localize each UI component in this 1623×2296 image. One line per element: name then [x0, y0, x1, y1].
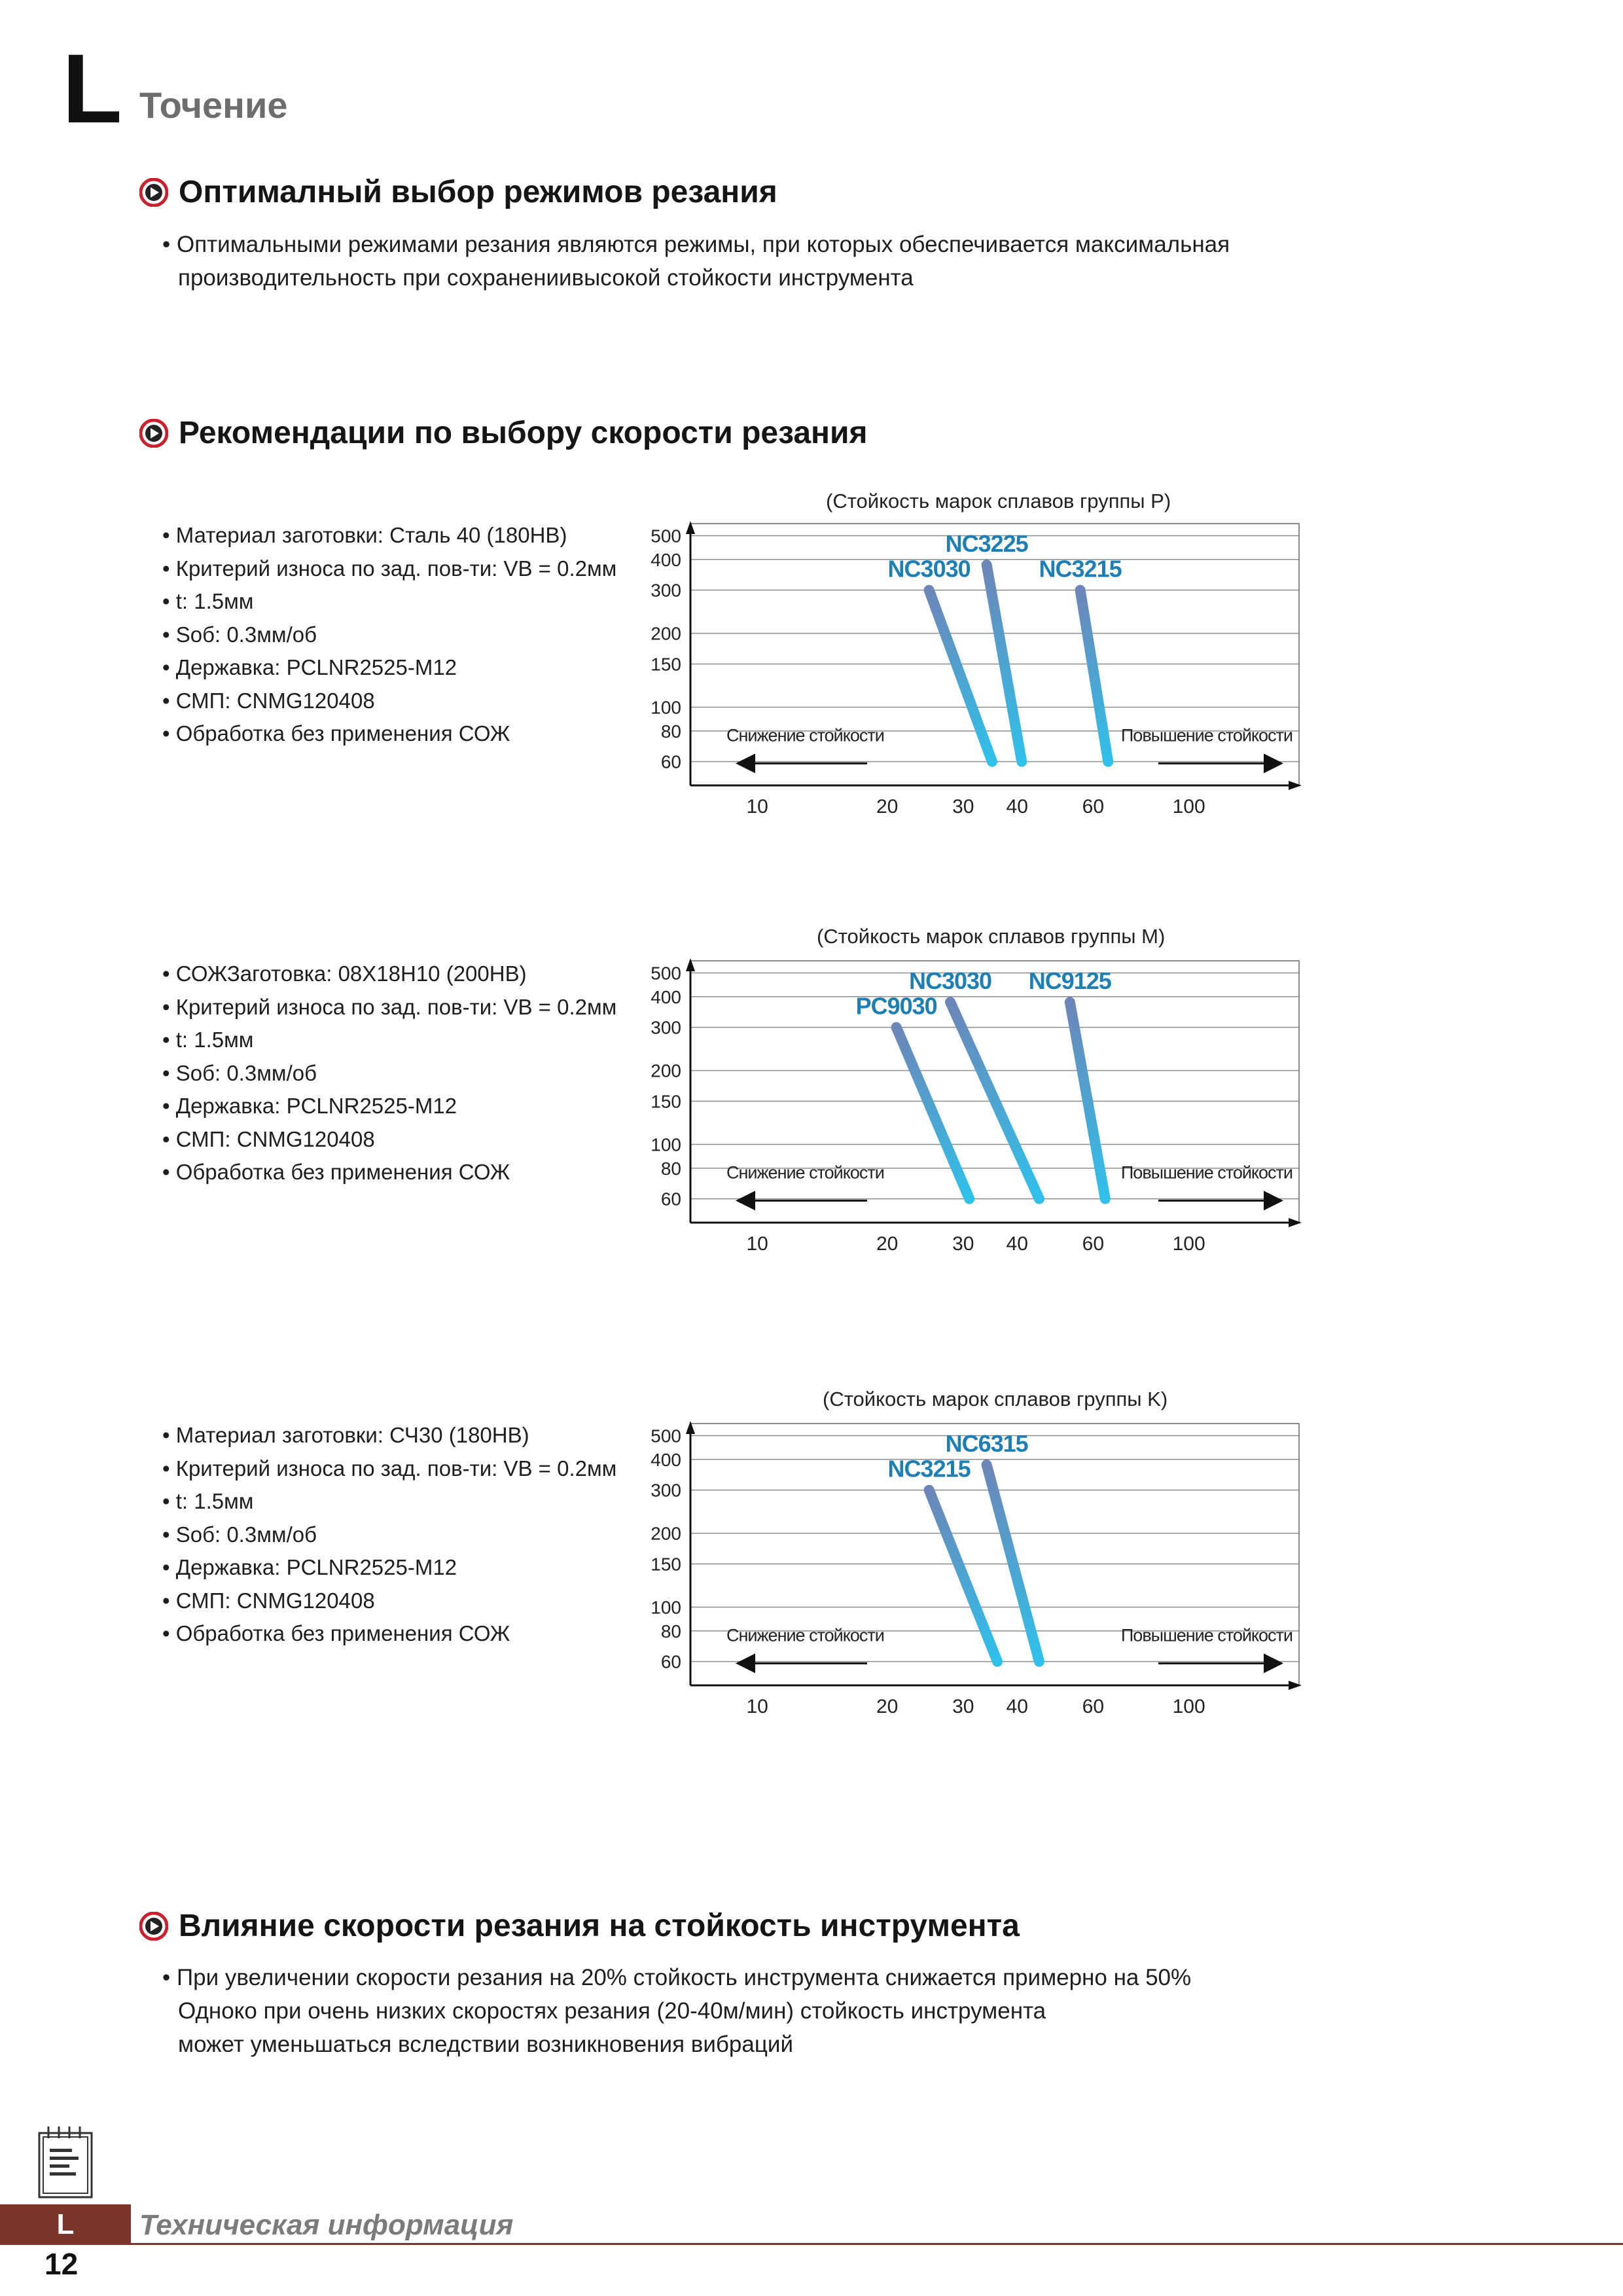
text-line: Одноко при очень низких скоростях резания (20-40м/мин) стойкость инструмента — [178, 1998, 1046, 2024]
series-label: NC3030 — [887, 555, 971, 583]
param-item: • Sоб: 0.3мм/об — [162, 1060, 317, 1085]
tool-life-chart-m — [645, 954, 1312, 1255]
y-tick-label: 80 — [660, 1621, 681, 1641]
footer-rule — [131, 2243, 1623, 2245]
series-line-nc6315 — [987, 1465, 1039, 1662]
series-line-nc3225 — [987, 565, 1022, 762]
section3-text — [162, 1961, 1191, 2061]
footer-chapter-letter: L — [56, 2208, 75, 2240]
param-item: • Sоб: 0.3мм/об — [162, 1522, 317, 1547]
series-label: NC6315 — [945, 1430, 1028, 1458]
y-tick-label: 60 — [660, 1651, 681, 1672]
left-annotation: Снижение стойкости — [726, 1625, 884, 1645]
section-title: Оптималный выбор режимов резания — [179, 175, 777, 209]
x-tick-label: 10 — [746, 1696, 768, 1717]
y-tick-label: 150 — [651, 654, 681, 675]
series-line-nc9125 — [1070, 1002, 1105, 1199]
param-item: • Критерий износа по зад. пов-ти: VB = 0.2мм — [162, 556, 617, 581]
param-item: • Державка: PCLNR2525-M12 — [162, 655, 457, 679]
left-annotation: Снижение стойкости — [726, 725, 884, 745]
x-tick-label: 20 — [876, 1233, 899, 1255]
section-heading-influence — [139, 1908, 1020, 1944]
x-tick-label: 100 — [1172, 796, 1205, 817]
series-label: NC3215 — [887, 1455, 971, 1482]
x-axis-arrow — [1289, 1681, 1302, 1690]
text-line: • Оптимальными режимами резания являются режимы, при которых обеспечивается максимальная — [162, 232, 1230, 257]
x-tick-label: 60 — [1082, 1233, 1105, 1255]
series-label: NC9125 — [1028, 967, 1111, 995]
y-tick-label: 300 — [651, 580, 681, 601]
x-tick-label: 30 — [952, 1696, 974, 1717]
y-tick-label: 200 — [651, 1523, 681, 1544]
y-tick-label: 400 — [651, 549, 681, 570]
y-tick-label: 200 — [651, 1060, 681, 1081]
param-item: • СМП: CNMG120408 — [162, 688, 375, 713]
param-item: • Державка: PCLNR2525-M12 — [162, 1094, 457, 1118]
x-tick-label: 40 — [1006, 796, 1028, 817]
param-item: • t: 1.5мм — [162, 1489, 254, 1513]
y-tick-label: 400 — [651, 986, 681, 1007]
y-tick-label: 60 — [660, 751, 681, 772]
param-item: • Материал заготовки: Сталь 40 (180HB) — [162, 523, 567, 547]
y-tick-label: 100 — [651, 1597, 681, 1618]
param-item: • Критерий износа по зад. пов-ти: VB = 0.2мм — [162, 994, 617, 1019]
x-tick-label: 30 — [952, 1233, 974, 1255]
text-line: • При увеличении скорости резания на 20% стойкость инструмента снижается примерно на 50% — [162, 1965, 1192, 1990]
param-item: • Обработка без применения СОЖ — [162, 1160, 510, 1184]
tool-life-chart-k — [645, 1417, 1312, 1718]
text-line: может уменьшаться вследствии возникновения вибраций — [178, 2032, 794, 2057]
y-axis-arrow — [686, 1421, 695, 1434]
series-line-pc9030 — [897, 1028, 970, 1199]
y-tick-label: 300 — [651, 1017, 681, 1038]
param-item: • t: 1.5мм — [162, 1028, 254, 1052]
y-tick-label: 80 — [660, 721, 681, 742]
params-list — [162, 958, 616, 1189]
chapter-letter: L — [62, 33, 122, 143]
y-tick-label: 60 — [660, 1189, 681, 1210]
x-tick-label: 10 — [746, 796, 768, 817]
series-label: NC3225 — [945, 530, 1028, 558]
y-tick-label: 400 — [651, 1449, 681, 1470]
x-tick-label: 40 — [1006, 1696, 1028, 1717]
y-tick-label: 500 — [651, 526, 681, 547]
section-arrow-icon — [139, 178, 168, 207]
chart-title: (Стойкость марок сплавов группы P) — [826, 490, 1171, 512]
y-tick-label: 100 — [651, 697, 681, 718]
param-item: • Sоб: 0.3мм/об — [162, 622, 317, 647]
x-tick-label: 60 — [1082, 1696, 1105, 1717]
section-arrow-icon — [139, 419, 168, 448]
y-tick-label: 500 — [651, 1426, 681, 1446]
series-label: PC9030 — [855, 992, 937, 1020]
chart-title: (Стойкость марок сплавов группы М) — [817, 925, 1166, 948]
x-axis-arrow — [1289, 1218, 1302, 1227]
params-list — [162, 519, 616, 751]
tool-life-chart-p — [645, 517, 1312, 818]
section-title: Влияние скорости резания на стойкость инструмента — [179, 1909, 1020, 1943]
left-annotation: Снижение стойкости — [726, 1162, 884, 1183]
plot-frame — [690, 524, 1299, 785]
x-tick-label: 40 — [1006, 1233, 1028, 1255]
x-tick-label: 10 — [746, 1233, 768, 1255]
section-heading-optimal — [139, 174, 777, 210]
right-annotation: Повышение стойкости — [1120, 725, 1293, 745]
series-line-nc3215 — [929, 1490, 997, 1662]
y-tick-label: 200 — [651, 623, 681, 644]
text-line: производительность при сохранениивысокой стойкости инструмента — [178, 265, 914, 291]
y-tick-label: 150 — [651, 1091, 681, 1112]
series-line-nc3215 — [1080, 590, 1109, 762]
y-tick-label: 100 — [651, 1134, 681, 1155]
y-axis-arrow — [686, 521, 695, 534]
y-tick-label: 300 — [651, 1480, 681, 1501]
section-title: Рекомендации по выбору скорости резания — [179, 416, 868, 450]
series-line-nc3030 — [950, 1002, 1039, 1199]
x-tick-label: 20 — [876, 796, 899, 817]
params-list — [162, 1419, 616, 1651]
right-annotation: Повышение стойкости — [1120, 1625, 1293, 1645]
param-item: • СОЖЗаготовка: 08Х18Н10 (200HB) — [162, 961, 527, 986]
param-item: • СМП: CNMG120408 — [162, 1588, 375, 1613]
footer-section-name: Техническая информация — [139, 2209, 514, 2241]
chapter-title: Точение — [139, 84, 288, 126]
section-heading-recommendations — [139, 415, 868, 451]
param-item: • Материал заготовки: СЧ30 (180HB) — [162, 1423, 529, 1447]
notebook-icon — [34, 2124, 97, 2200]
x-tick-label: 100 — [1172, 1233, 1205, 1255]
right-annotation: Повышение стойкости — [1120, 1162, 1293, 1183]
y-tick-label: 150 — [651, 1554, 681, 1575]
section1-text — [162, 228, 1230, 295]
x-axis-arrow — [1289, 781, 1302, 790]
series-label: NC3215 — [1039, 555, 1122, 583]
param-item: • Обработка без применения СОЖ — [162, 721, 510, 745]
param-item: • СМП: CNMG120408 — [162, 1126, 375, 1151]
y-tick-label: 80 — [660, 1158, 681, 1179]
param-item: • Державка: PCLNR2525-M12 — [162, 1555, 457, 1579]
y-tick-label: 500 — [651, 963, 681, 984]
param-item: • Критерий износа по зад. пов-ти: VB = 0.2мм — [162, 1456, 617, 1480]
page-number: 12 — [45, 2247, 79, 2281]
param-item: • Обработка без применения СОЖ — [162, 1621, 510, 1645]
x-tick-label: 30 — [952, 796, 974, 817]
chart-title: (Стойкость марок сплавов группы K) — [823, 1388, 1168, 1410]
param-item: • t: 1.5мм — [162, 589, 254, 613]
x-tick-label: 60 — [1082, 796, 1105, 817]
x-tick-label: 20 — [876, 1696, 899, 1717]
x-tick-label: 100 — [1172, 1696, 1205, 1717]
y-axis-arrow — [686, 958, 695, 971]
series-label: NC3030 — [909, 967, 992, 995]
section-arrow-icon — [139, 1912, 168, 1941]
series-line-nc3030 — [929, 590, 992, 762]
